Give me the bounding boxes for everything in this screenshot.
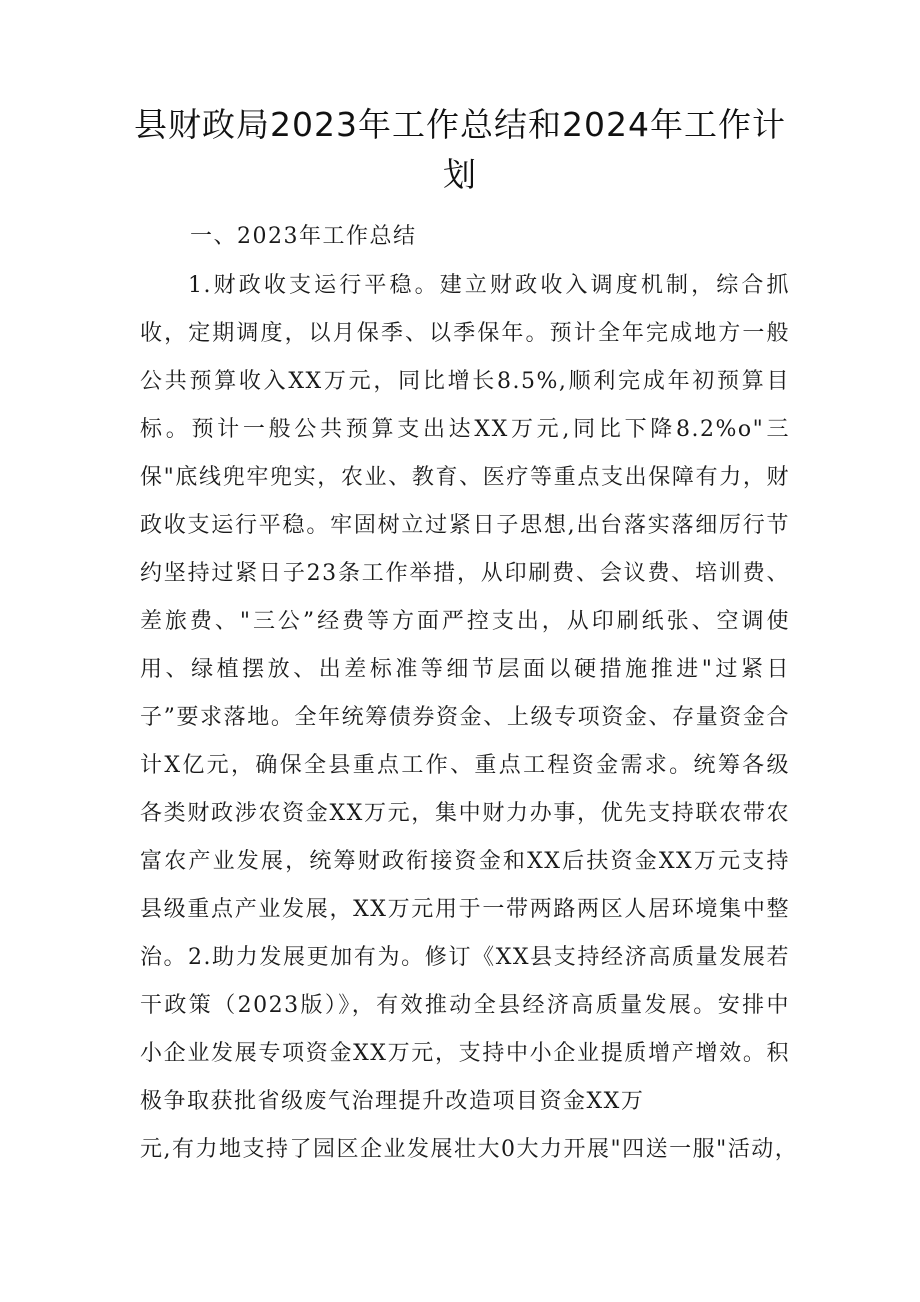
paragraph-development-support: 2.助力发展更加有为。修订《XX县支持经济高质量发展若干政策（2023版）》，有效推动全县经济高质量发展。安排中小企业发展专项资金XX万元，支持中小企业提质增产增效。积极争取获批省级废气治理提升改造项目资金XX万 bbox=[140, 945, 790, 1114]
paragraph-continuation: 元,有力地支持了园区企业发展壮大0大力开展"四送一服"活动， bbox=[140, 1137, 799, 1162]
section-heading: 一、2023年工作总结 bbox=[190, 224, 417, 249]
document-title: 县财政局2023年工作总结和2024年工作计划 bbox=[134, 105, 786, 194]
paragraph-fiscal-revenue: 1.财政收支运行平稳。建立财政收入调度机制，综合抓收，定期调度，以月保季、以季保年。预计全年完成地方一般公共预算收入XX万元，同比增长8.5%,顺利完成年初预算目标。预计一般公共预算支出达XX万元,同比下降8.2%o"三保"底线兜牢兜实，农业、教育、医疗等重点支出保障有力，财政收支运行平稳。牢固树立过紧日子思想,出台落实落细厉行节约坚持过紧日子23条工作举措，从印刷费、会议费、培训费、差旅费、"三公”经费等方面严控支出，从印刷纸张、空调使用、绿植摆放、出差标准等细节层面以硬措施推进"过紧日子”要求落地。全年统筹债券资金、上级专项资金、存量资金合计X亿元，确保全县重点工作、重点工程资金需求。统筹各级各类财政涉农资金XX万元，集中财力办事，优先支持联农带农富农产业发展，统筹财政衔接资金和XX后扶资金XX万元支持县级重点产业发展，XX万元用于一带两路两区人居环境集中整治。 bbox=[140, 273, 790, 970]
